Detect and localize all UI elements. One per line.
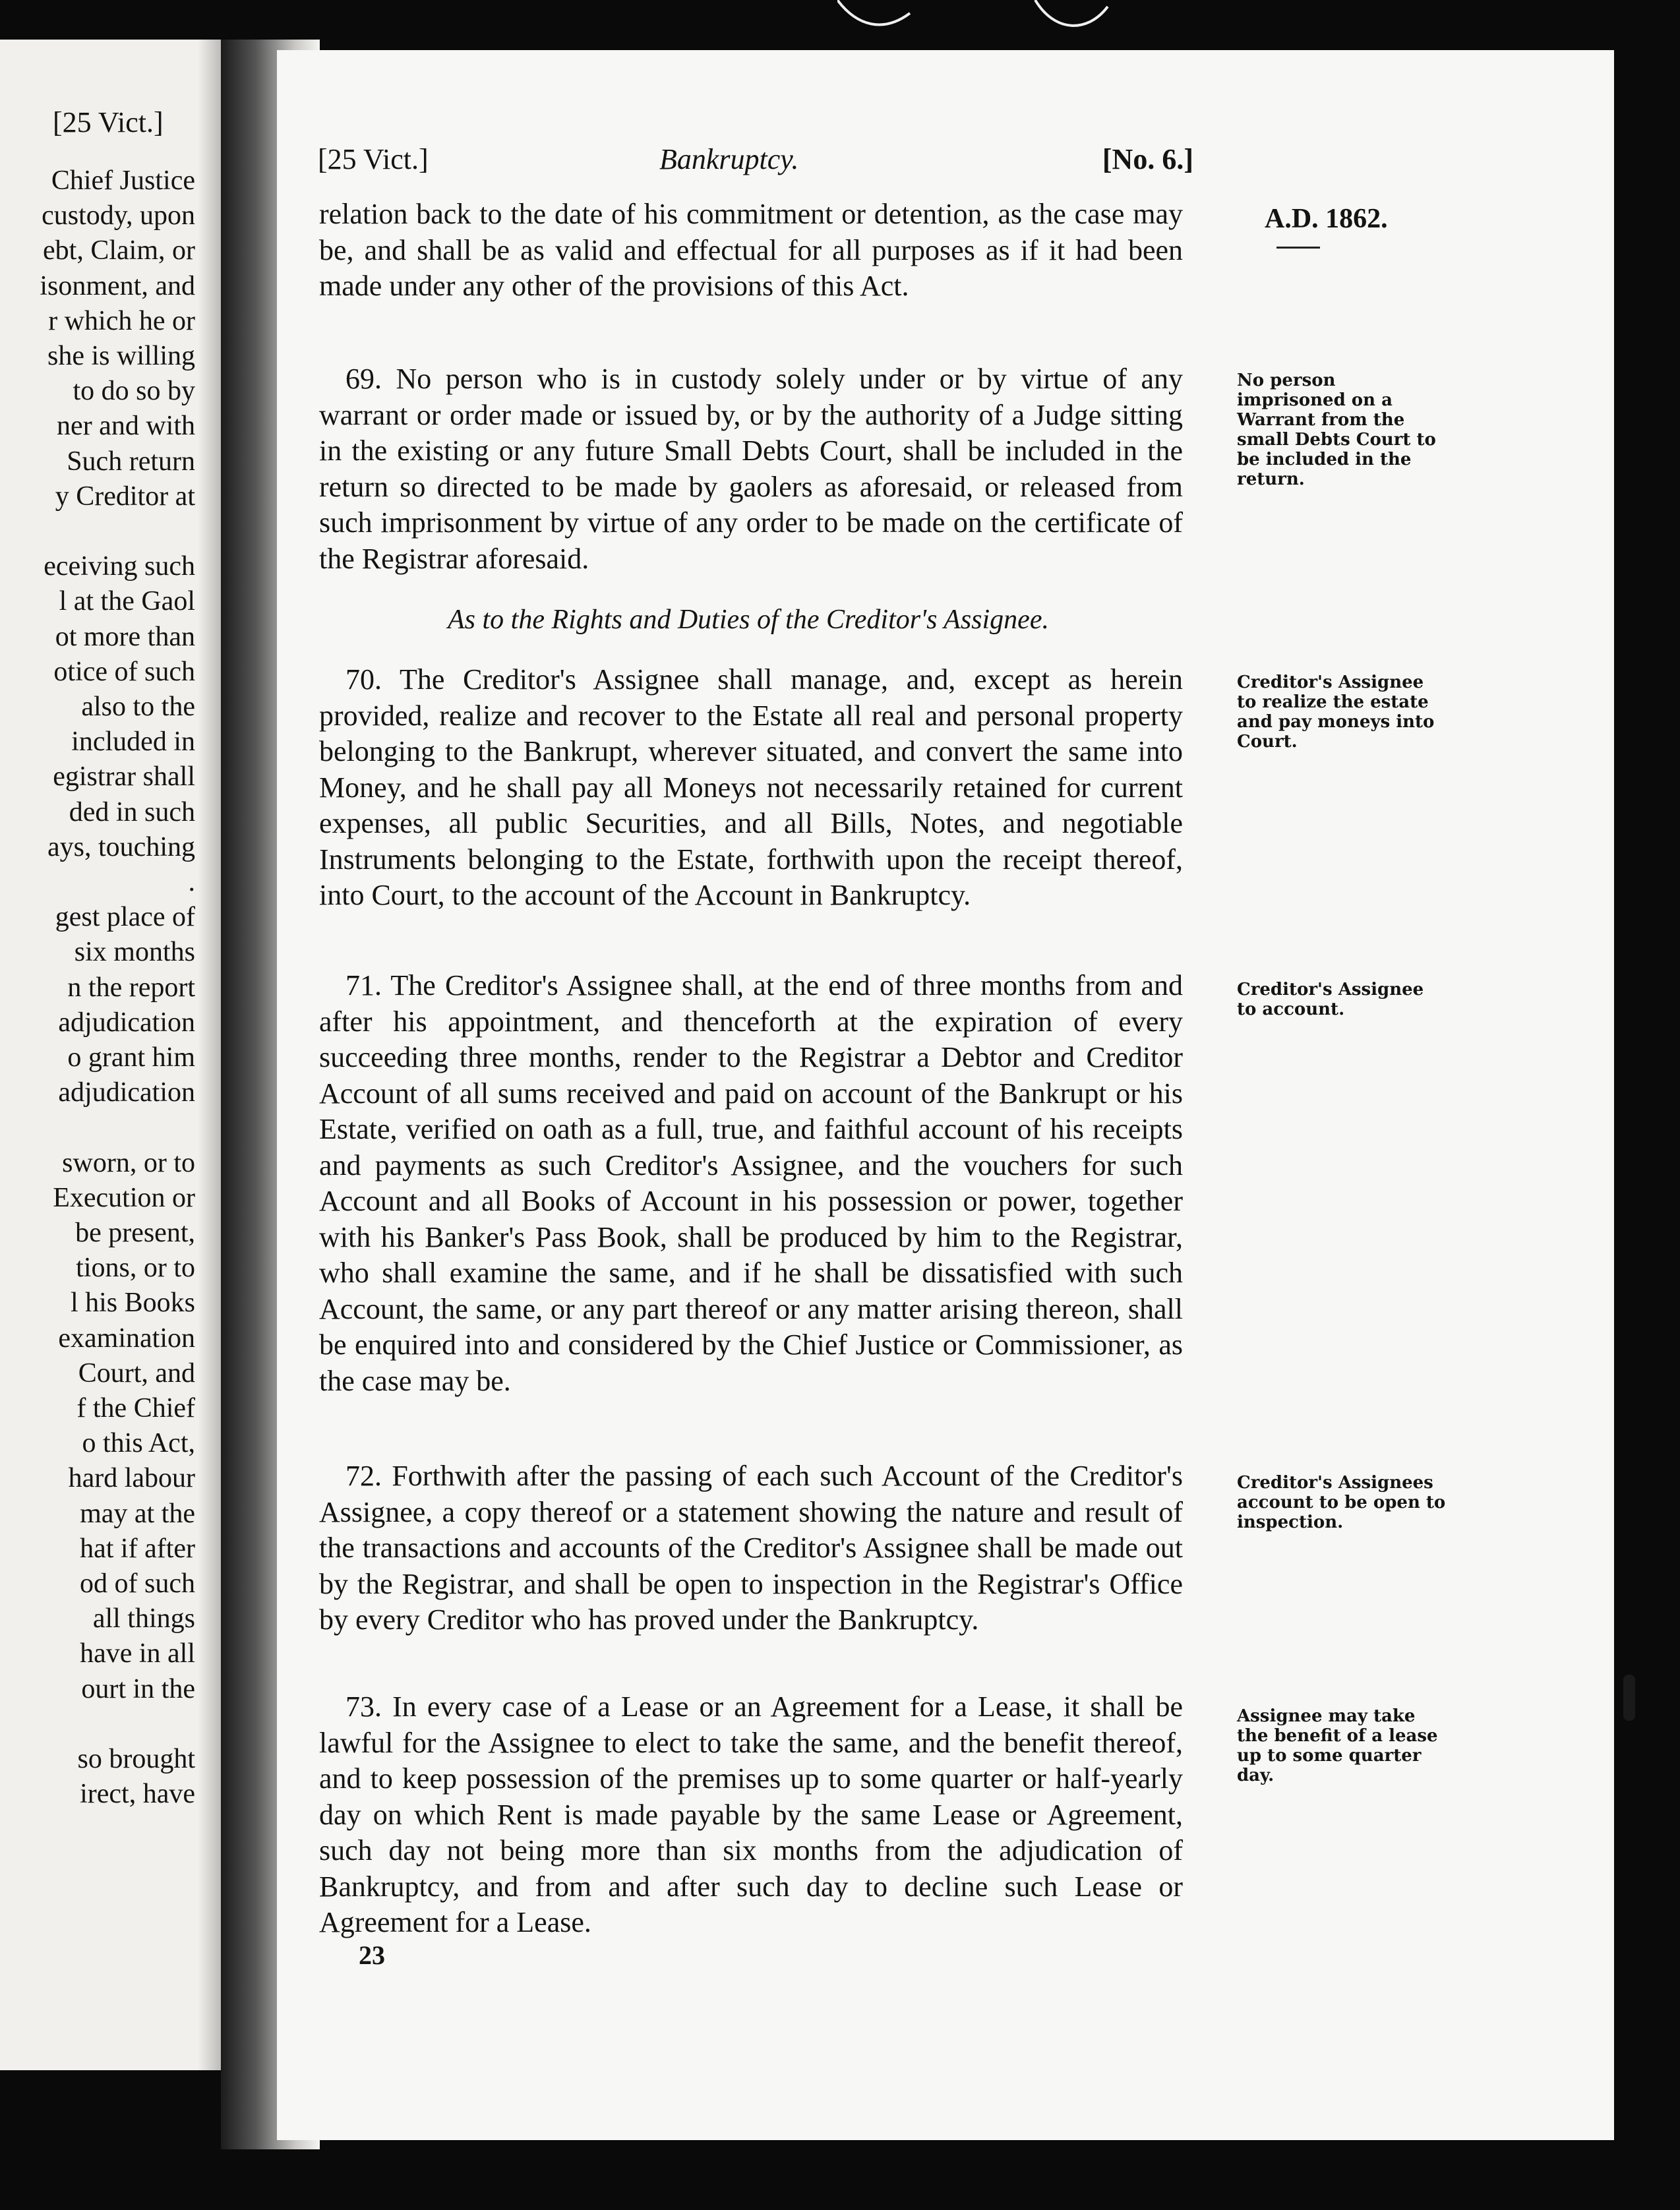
left-page-line: Such return	[67, 446, 195, 477]
left-page-line: so brought	[77, 1744, 195, 1774]
left-page-line: hard labour	[68, 1463, 195, 1494]
left-page-line: ot more than	[55, 621, 195, 652]
page-number: 23	[359, 1940, 385, 1970]
left-page-line: also to the	[81, 692, 195, 722]
main-page	[277, 50, 1614, 2140]
left-page-line: ner and with	[57, 411, 195, 442]
left-page-line: Execution or	[53, 1182, 195, 1213]
left-page-line: eceiving such	[44, 551, 195, 582]
header-regnal-year: [25 Vict.]	[318, 143, 429, 175]
left-page-line: l at the Gaol	[59, 586, 195, 617]
left-page-line: gest place of	[55, 902, 195, 933]
left-page-line: egistrar shall	[53, 762, 195, 792]
left-page-header: [25 Vict.]	[53, 106, 164, 138]
left-page-line: sworn, or to	[62, 1147, 195, 1178]
section-71-text: 71. The Creditor's Assignee shall, at the end of three months from and after his appointment, and thenceforth at the expiration of every succeeding three months, render to the Registrar a Debtor and Creditor Account of all sums received and paid on account of the Bankrupt or his Estate, verified on oath as a full, true, and faithful account of his receipts and payments as such Creditor's Assignee, and the vouchers for such Account and all Books of Account in his possession or power, together with his Banker's Pass Book, shall be produced by him to the Registrar, who shall examine the same, and if he shall be dissatisfied with such Account, the same, or any part thereof or any matter arising thereon, shall be enquired into and considered by the Chief Justice or Commissioner, as the case may be.	[319, 969, 1183, 1397]
margin-note-70: Creditor's Assignee to realize the estate and pay moneys into Court.	[1237, 672, 1435, 752]
section-heading: As to the Rights and Duties of the Creditor's Assignee.	[448, 605, 1049, 635]
left-page-line: adjudication	[58, 1077, 195, 1108]
year-marker: A.D. 1862.	[1265, 204, 1388, 234]
left-page-line: ebt, Claim, or	[43, 235, 195, 266]
left-page-line: Court, and	[78, 1358, 195, 1389]
left-page-line: .	[188, 867, 195, 897]
header-act-number: [No. 6.]	[1102, 143, 1193, 175]
section-71	[319, 968, 1183, 1399]
left-page-line: adjudication	[58, 1007, 195, 1038]
left-page-line: ourt in the	[81, 1673, 195, 1704]
year-rule	[1276, 247, 1320, 249]
left-page-line: custody, upon	[42, 200, 195, 231]
left-page-line: tions, or to	[76, 1253, 195, 1284]
left-page-line: included in	[71, 727, 195, 758]
left-page-line: six months	[74, 937, 195, 968]
left-page-line: o grant him	[67, 1042, 195, 1073]
left-page-line: be present,	[75, 1218, 195, 1248]
continuation-paragraph	[319, 196, 1183, 305]
section-73	[319, 1689, 1183, 1941]
section-69	[319, 361, 1183, 577]
section-69-text: 69. No person who is in custody solely under or by virtue of any warrant or order made or issued by, or by the authority of a Judge sitting in the existing or any future Small Debts Court, shall be included in the return so directed to be made by gaolers as aforesaid, or released from such imprisonment by virtue of any order to be made on the certificate of the Registrar aforesaid.	[319, 363, 1183, 575]
left-page-line: irect, have	[80, 1779, 195, 1810]
left-page-line: y Creditor at	[55, 481, 195, 512]
left-page-line: she is willing	[47, 341, 195, 371]
left-page-line: r which he or	[48, 305, 195, 336]
left-page-line: l his Books	[70, 1288, 195, 1319]
left-page-line: f the Chief	[76, 1393, 195, 1423]
section-70	[319, 662, 1183, 914]
left-page-line: all things	[92, 1603, 195, 1634]
left-page-line: n the report	[67, 972, 195, 1003]
left-page-line: ded in such	[69, 796, 195, 827]
left-page-line: examination	[58, 1323, 195, 1354]
section-73-text: 73. In every case of a Lease or an Agreement for a Lease, it shall be lawful for the Assignee to elect to take the same, and the benefit thereof, and to keep possession of the premises up to some quarter or half-yearly day on which Rent is made payable by the same Lease or Agreement, such day not being more than six months from the adjudication of Bankruptcy, and from and after such day to decline such Lease or Agreement for a Lease.	[319, 1690, 1183, 1938]
margin-note-71: Creditor's Assignee to account.	[1237, 980, 1424, 1019]
left-page-line: ays, touching	[47, 831, 195, 862]
left-page-line: isonment, and	[40, 270, 195, 301]
section-70-text: 70. The Creditor's Assignee shall manage, and, except as herein provided, realize and recover to the Estate all real and personal property belonging to the Bankrupt, wherever situated, and convert the same into Money, and he shall pay all Moneys not necessarily retained for current expenses, all public Securities, and all Bills, Notes, and negotiable Instruments belonging to the Estate, forthwith upon the receipt thereof, into Court, to the account of the Account in Bankruptcy.	[319, 663, 1183, 911]
left-page-line: hat if after	[80, 1533, 195, 1564]
left-page-line: od of such	[80, 1568, 195, 1599]
page-edge-mark	[1623, 1675, 1635, 1721]
left-facing-page	[0, 40, 224, 2070]
section-72-text: 72. Forthwith after the passing of each such Account of the Creditor's Assignee, a copy thereof or a statement showing the nature and result of the transactions and accounts of the Creditor's Assignee shall be made out by the Registrar, and shall be open to inspection in the Registrar's Office by every Creditor who has proved under the Bankruptcy.	[319, 1460, 1183, 1636]
margin-note-69: No person imprisoned on a Warrant from the small Debts Court to be included in the return.	[1237, 371, 1436, 489]
left-page-line: have in all	[80, 1638, 195, 1669]
left-page-line: Chief Justice	[51, 165, 195, 196]
margin-note-72: Creditor's Assignees account to be open to inspection.	[1237, 1473, 1446, 1532]
left-page-line: o this Act,	[82, 1428, 195, 1459]
section-72	[319, 1458, 1183, 1638]
left-page-line: to do so by	[73, 376, 195, 407]
left-page-shadow	[198, 40, 224, 2070]
continuation-text: relation back to the date of his commitment or detention, as the case may be, and shall be as valid and effectual for all purposes as if it had been made under any other of the provisions of this Act.	[319, 198, 1183, 302]
top-scribble-mark	[837, 0, 1114, 40]
header-title: Bankruptcy.	[659, 143, 799, 175]
left-page-line: may at the	[80, 1498, 195, 1529]
margin-note-73: Assignee may take the benefit of a lease up to some quarter day.	[1237, 1706, 1438, 1785]
left-page-line: otice of such	[53, 656, 195, 687]
